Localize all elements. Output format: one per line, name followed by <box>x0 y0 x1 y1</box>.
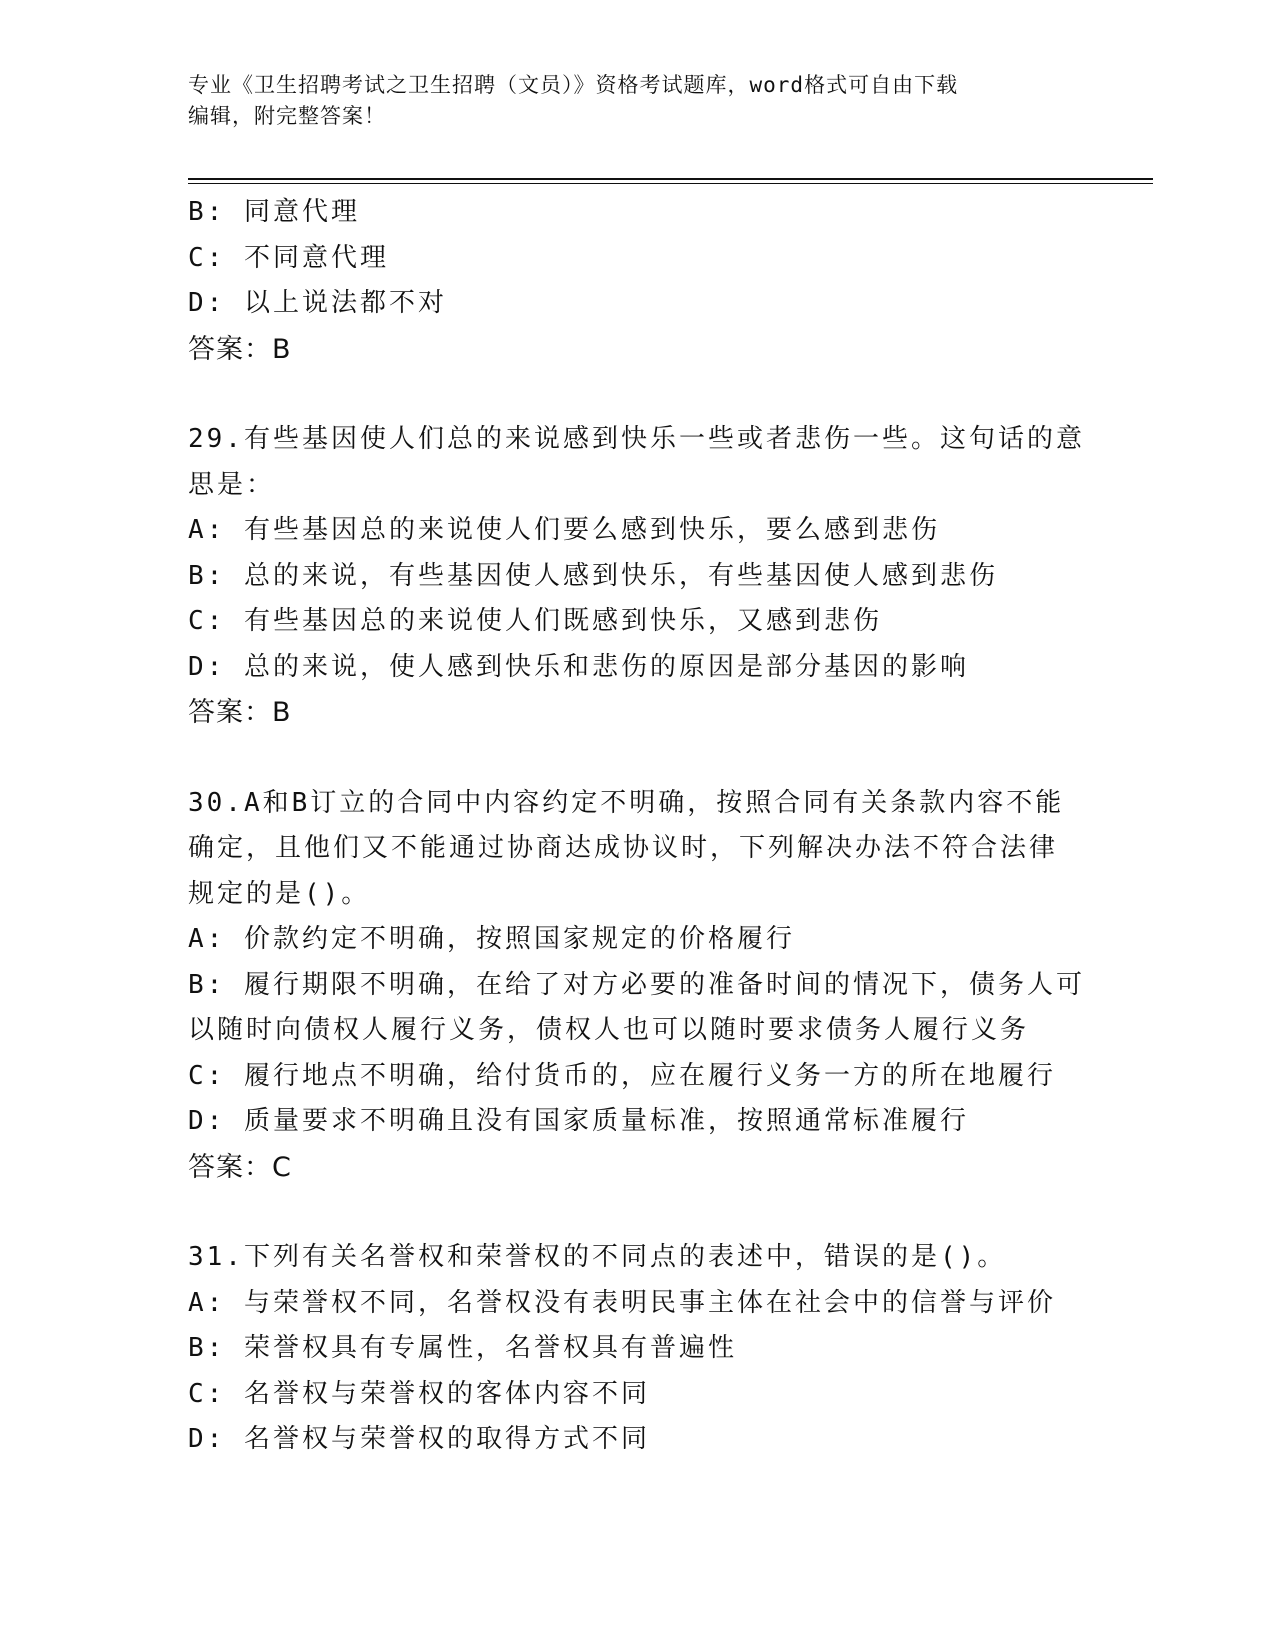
option-d: D: 总的来说，使人感到快乐和悲伤的原因是部分基因的影响 <box>188 651 969 682</box>
question-stem: 确定，且他们又不能通过协商达成协议时，下列解决办法不符合法律 <box>188 833 1059 863</box>
question-content <box>188 190 1088 1463</box>
option-c: C: 名誉权与荣誉权的客体内容不同 <box>188 1378 650 1409</box>
option-d: D: 以上说法都不对 <box>188 288 447 318</box>
question-stem: 31.下列有关名誉权和荣誉权的不同点的表述中，错误的是()。 <box>188 1242 1007 1272</box>
question-30 <box>188 781 1088 1191</box>
option-c: C: 有些基因总的来说使人们既感到快乐，又感到悲伤 <box>188 606 882 636</box>
prev-question <box>188 190 1088 372</box>
option-d: D: 质量要求不明确且没有国家质量标准，按照通常标准履行 <box>188 1106 969 1136</box>
question-stem: 思是： <box>188 469 276 500</box>
option-c: C: 履行地点不明确，给付货币的，应在履行义务一方的所在地履行 <box>188 1060 1056 1091</box>
option-a: A: 有些基因总的来说使人们要么感到快乐，要么感到悲伤 <box>188 515 940 545</box>
option-b: B: 同意代理 <box>188 197 360 227</box>
answer-label: 答案：B <box>188 333 292 365</box>
option-b-continued: 以随时向债权人履行义务，债权人也可以随时要求债务人履行义务 <box>188 1015 1030 1045</box>
question-stem: 30.A和B订立的合同中内容约定不明确，按照合同有关条款内容不能 <box>188 787 1065 818</box>
option-d: D: 名誉权与荣誉权的取得方式不同 <box>188 1424 650 1454</box>
question-stem: 29.有些基因使人们总的来说感到快乐一些或者悲伤一些。这句话的意 <box>188 424 1085 454</box>
header-line-1: 专业《卫生招聘考试之卫生招聘（文员）》资格考试题库，word格式可自由下载 <box>188 73 959 97</box>
page-header <box>188 70 1068 132</box>
option-b: B: 履行期限不明确，在给了对方必要的准备时间的情况下，债务人可 <box>188 969 1085 1000</box>
option-a: A: 与荣誉权不同，名誉权没有表明民事主体在社会中的信誉与评价 <box>188 1287 1056 1318</box>
option-c: C: 不同意代理 <box>188 242 389 273</box>
answer-label: 答案：B <box>188 697 292 728</box>
option-a: A: 价款约定不明确，按照国家规定的价格履行 <box>188 924 795 954</box>
question-stem: 规定的是()。 <box>188 878 371 909</box>
question-29 <box>188 417 1088 736</box>
header-rule-thin <box>188 183 1153 184</box>
header-line-2: 编辑，附完整答案！ <box>188 104 386 128</box>
answer-label: 答案：C <box>188 1151 292 1183</box>
option-b: B: 荣誉权具有专属性，名誉权具有普遍性 <box>188 1333 737 1363</box>
header-rule-thick <box>188 178 1153 180</box>
question-31 <box>188 1235 1088 1463</box>
option-b: B: 总的来说，有些基因使人感到快乐，有些基因使人感到悲伤 <box>188 560 998 591</box>
